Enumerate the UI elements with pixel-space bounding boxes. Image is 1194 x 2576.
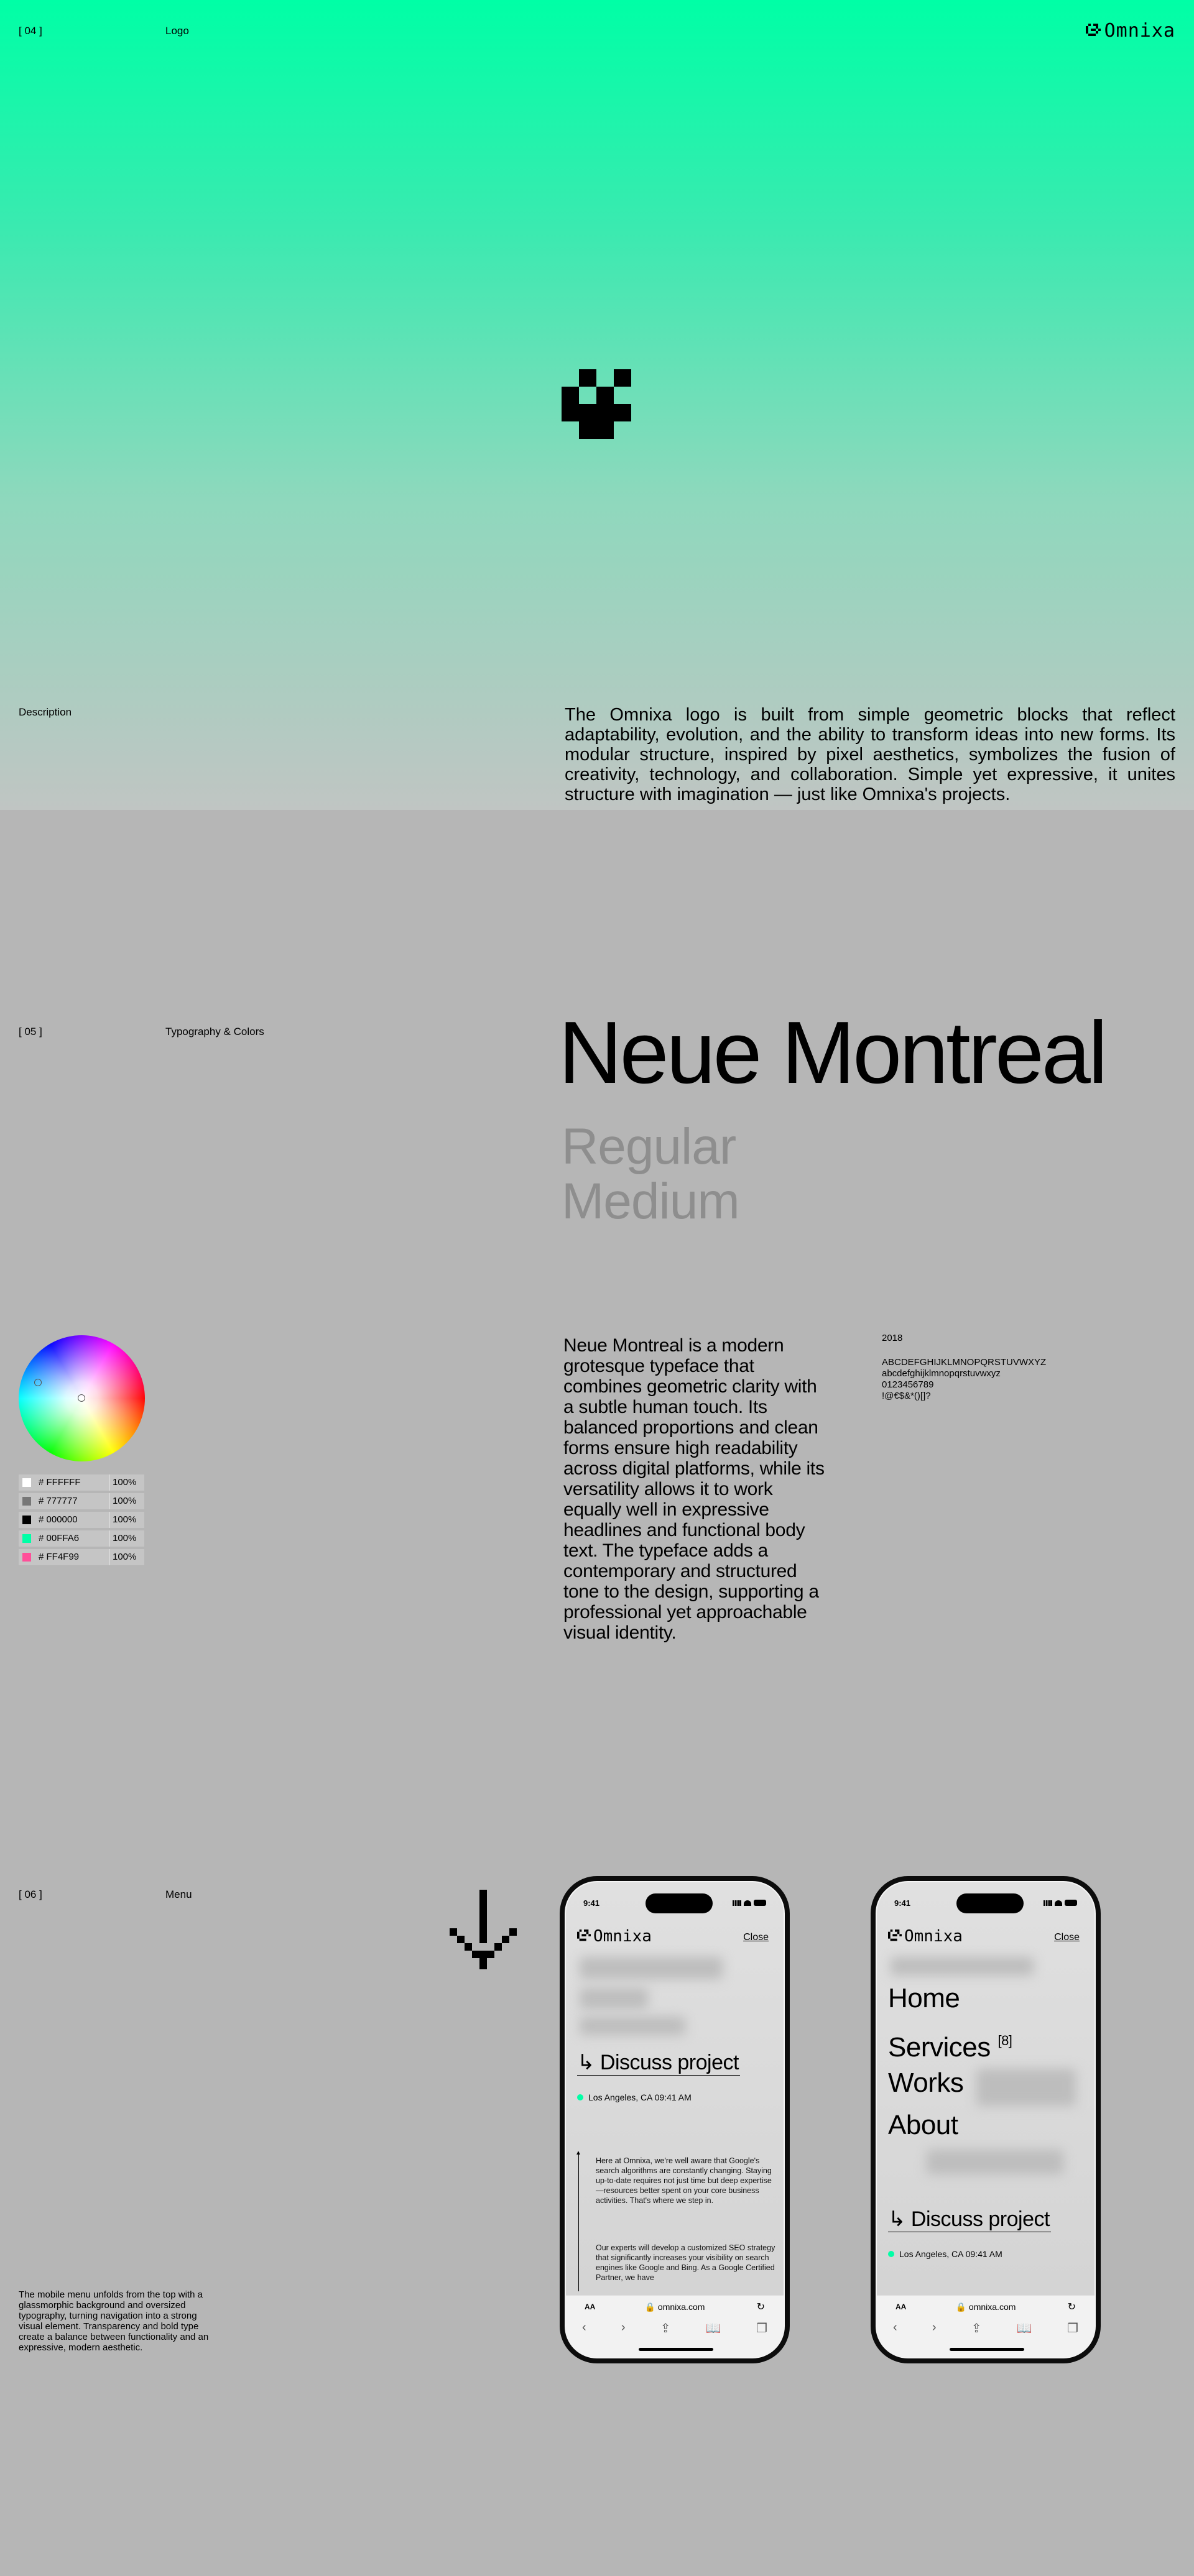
battery-icon	[1065, 1900, 1077, 1906]
color-wheel[interactable]	[19, 1335, 145, 1461]
brand-logo[interactable]	[1086, 20, 1175, 42]
safari-toolbar	[566, 2295, 784, 2357]
text-size-button[interactable]: AA	[895, 2302, 907, 2311]
menu-item-home[interactable]	[888, 1983, 960, 2014]
discuss-project-link[interactable]: ↳ Discuss project	[577, 2051, 739, 2074]
location-text: Los Angeles, CA 09:41 AM	[588, 2092, 692, 2102]
forward-icon[interactable]: ›	[621, 2321, 626, 2334]
status-dot-icon	[577, 2094, 583, 2100]
home-indicator	[950, 2348, 1024, 2351]
safari-toolbar	[877, 2295, 1094, 2357]
bookmarks-icon[interactable]: 📖	[1016, 2322, 1032, 2335]
phone-brand-wordmark: Omnixa	[593, 1927, 652, 1946]
wifi-icon	[1055, 1900, 1062, 1906]
phone-screen	[565, 1881, 785, 2358]
bookmarks-icon[interactable]: 📖	[705, 2322, 721, 2335]
home-indicator	[639, 2348, 713, 2351]
typeface-description: Neue Montreal is a modern grotesque typeface that combines geometric clarity with a subtle human touch. Its balanced proportions and clean forms ensure high readability across digital platforms, while its versatility allows it to work equally well in expressive headlines and functional body text. The typeface adds a contemporary and structured tone to the design, supporting a professional yet approachable visual identity.	[563, 1335, 825, 1643]
address-bar[interactable]	[877, 2299, 1094, 2317]
share-icon[interactable]: ⇪	[971, 2322, 982, 2335]
location-line	[888, 2249, 1002, 2259]
omnixa-mark-icon	[577, 1930, 591, 1943]
address-bar[interactable]	[566, 2299, 784, 2317]
color-opacity: 100%	[113, 1533, 137, 1543]
back-icon[interactable]: ‹	[893, 2321, 897, 2334]
arrow-up-icon: ▲	[575, 2150, 581, 2156]
menu-item-label: Services	[888, 2032, 991, 2063]
phone-mockup-menu	[871, 1876, 1101, 2363]
services-count: [8]	[997, 2033, 1012, 2048]
font-weight-medium: Medium	[562, 1173, 739, 1230]
menu-item-about[interactable]	[888, 2110, 958, 2141]
color-swatch-row[interactable]	[19, 1530, 144, 1547]
url-field[interactable]: 🔒 omnixa.com	[644, 2302, 705, 2312]
battery-icon	[754, 1900, 766, 1906]
section-number: [ 05 ]	[19, 1026, 42, 1037]
phone-mockup-content	[560, 1876, 790, 2363]
phone-screen	[876, 1881, 1096, 2358]
status-time: 9:41	[894, 1898, 911, 1908]
reload-icon[interactable]: ↻	[756, 2302, 765, 2312]
blurred-content	[927, 2150, 1063, 2174]
logo-description: The Omnixa logo is built from simple geometric blocks that reflect adaptability, evolution, and the ability to transform ideas into new forms. Its modular structure, inspired by pixel aesthetics, symbolizes the fusion of creativity, technology, and collaboration. Simple yet expressive, it unites structure with imagination — just like Omnixa's projects.	[565, 705, 1175, 804]
tabs-icon[interactable]: ❐	[1067, 2322, 1078, 2335]
color-opacity: 100%	[113, 1514, 137, 1525]
status-bar	[894, 1898, 1077, 1908]
wifi-icon	[744, 1900, 751, 1906]
location-line	[577, 2092, 692, 2102]
menu-item-label: Works	[888, 2068, 964, 2098]
location-text: Los Angeles, CA 09:41 AM	[899, 2249, 1002, 2259]
discuss-project-link[interactable]: ↳ Discuss project	[888, 2207, 1050, 2231]
text-size-button[interactable]: AA	[585, 2302, 596, 2311]
menu-item-label: Home	[888, 1983, 960, 2013]
omnixa-logo-icon	[562, 369, 631, 439]
specimen-symbols: !@€$&*()[]?	[882, 1391, 931, 1401]
color-opacity: 100%	[113, 1496, 137, 1506]
blurred-content	[580, 1957, 723, 1979]
color-opacity: 100%	[113, 1477, 137, 1488]
status-dot-icon	[888, 2251, 894, 2257]
brand-wordmark: Omnixa	[1104, 20, 1175, 42]
font-weight-regular: Regular	[562, 1118, 736, 1175]
section-title: Typography & Colors	[165, 1026, 264, 1037]
signal-icon	[733, 1900, 741, 1906]
blurred-content	[580, 2017, 685, 2035]
specimen-year: 2018	[882, 1333, 903, 1343]
color-opacity: 100%	[113, 1552, 137, 1562]
picker-target-icon[interactable]	[34, 1379, 42, 1386]
color-hex: # FF4F99	[37, 1549, 109, 1565]
arrow-down-icon	[450, 1890, 517, 1969]
blurred-content	[580, 1988, 648, 2009]
phone-body-text-2: Our experts will develop a customized SEO strategy that significantly increases your visibility on search engines like Google and Bing. As a Google Certified Partner, we have	[596, 2243, 775, 2282]
color-chip	[22, 1516, 31, 1524]
back-icon[interactable]: ‹	[582, 2321, 586, 2334]
tabs-icon[interactable]: ❐	[756, 2322, 767, 2335]
url-field[interactable]: 🔒 omnixa.com	[955, 2302, 1016, 2312]
close-button[interactable]: Close	[743, 1932, 769, 1943]
section-title: Logo	[165, 25, 189, 37]
forward-icon[interactable]: ›	[932, 2321, 937, 2334]
section-number: [ 06 ]	[19, 1888, 42, 1900]
color-chip	[22, 1553, 31, 1562]
logo-section	[0, 0, 1194, 810]
status-bar	[583, 1898, 766, 1908]
blurred-content	[891, 1957, 1034, 1976]
font-name: Neue Montreal	[558, 1003, 1106, 1102]
color-hex: # 00FFA6	[37, 1530, 109, 1547]
color-swatch-row[interactable]	[19, 1512, 144, 1528]
status-icons	[733, 1900, 766, 1906]
color-hex: # FFFFFF	[37, 1474, 109, 1491]
specimen-digits: 0123456789	[882, 1379, 934, 1390]
reload-icon[interactable]: ↻	[1067, 2302, 1076, 2312]
menu-item-services[interactable]	[888, 2025, 1012, 2063]
browser-nav	[893, 2321, 1078, 2336]
color-hex: # 777777	[37, 1493, 109, 1509]
color-swatch-row[interactable]	[19, 1474, 144, 1491]
url-text: omnixa.com	[968, 2302, 1016, 2312]
color-hex: # 000000	[37, 1512, 109, 1528]
menu-item-works[interactable]	[888, 2068, 963, 2099]
close-button[interactable]: Close	[1054, 1932, 1080, 1943]
status-icons	[1044, 1900, 1077, 1906]
picker-center-icon[interactable]	[78, 1394, 85, 1402]
url-text: omnixa.com	[657, 2302, 705, 2312]
color-chip	[22, 1497, 31, 1506]
color-swatch-list	[19, 1474, 144, 1568]
section-title: Menu	[165, 1888, 192, 1900]
blurred-content	[976, 2069, 1076, 2106]
browser-nav	[582, 2321, 767, 2336]
color-chip	[22, 1478, 31, 1487]
omnixa-mark-icon	[1086, 24, 1101, 39]
color-chip	[22, 1534, 31, 1543]
scroll-line	[578, 2155, 579, 2291]
color-swatch-row[interactable]	[19, 1493, 144, 1509]
menu-item-label: About	[888, 2110, 958, 2140]
share-icon[interactable]: ⇪	[660, 2322, 671, 2335]
omnixa-mark-icon	[888, 1930, 902, 1943]
status-time: 9:41	[583, 1898, 600, 1908]
menu-description: The mobile menu unfolds from the top with a glassmorphic background and oversized typography, turning navigation into a strong visual element. Transparency and bold type create a balance between functionality and an expressive, modern aesthetic.	[19, 2289, 209, 2353]
specimen-uppercase: ABCDEFGHIJKLMNOPQRSTUVWXYZ	[882, 1357, 1047, 1368]
color-swatch-row[interactable]	[19, 1549, 144, 1565]
phone-brand-logo[interactable]	[577, 1927, 652, 1946]
description-label: Description	[19, 706, 72, 718]
phone-brand-wordmark: Omnixa	[904, 1927, 963, 1946]
specimen-lowercase: abcdefghijklmnopqrstuvwxyz	[882, 1368, 1001, 1379]
signal-icon	[1044, 1900, 1052, 1906]
phone-body-text-1: Here at Omnixa, we're well aware that Google's search algorithms are constantly changing. Staying up-to-date requires not just time but deep expertise—resources better spent on your core business activities. That's where we step in.	[596, 2156, 772, 2205]
section-number: [ 04 ]	[19, 25, 42, 37]
phone-brand-logo[interactable]	[888, 1927, 963, 1946]
